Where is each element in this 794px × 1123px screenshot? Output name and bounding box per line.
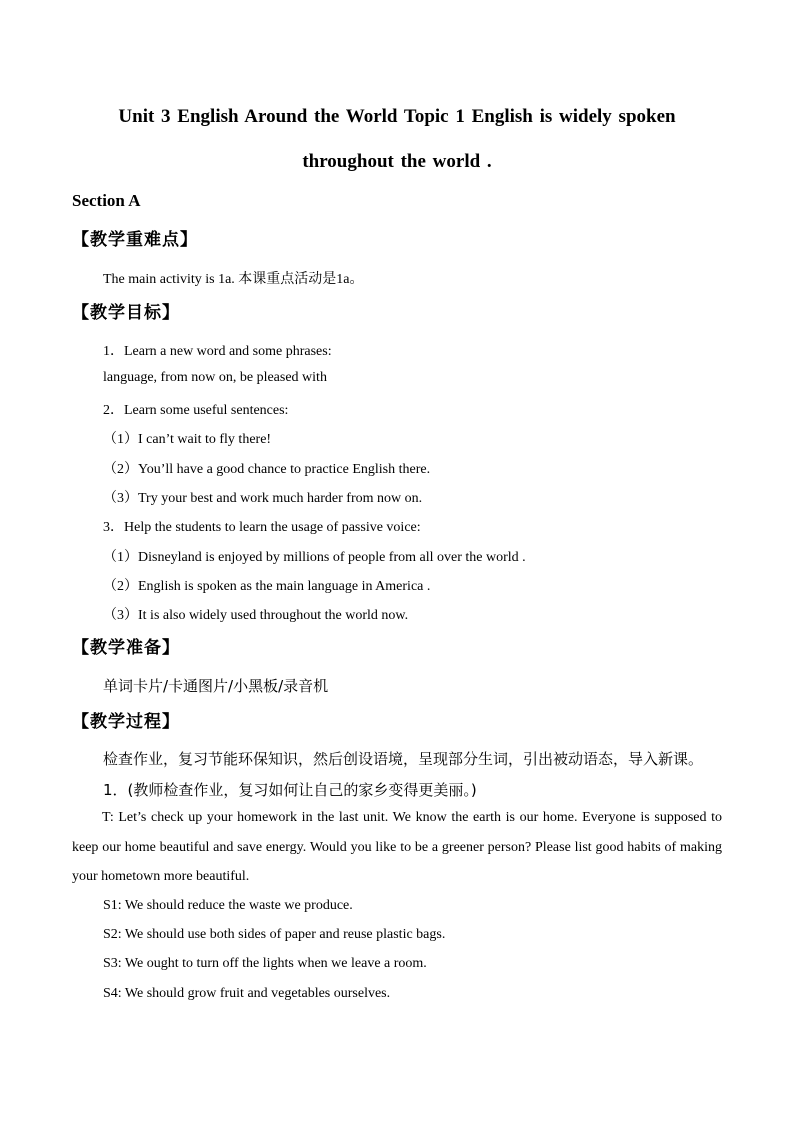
heading-teaching-focus: 【教学重难点】 bbox=[72, 230, 198, 250]
goal-line: 3．Help the students to learn the usage of passive voice: bbox=[103, 520, 421, 535]
process-step-1: 1．(教师检查作业，复习如何让自己的家乡变得更美丽。) bbox=[103, 781, 477, 799]
process-intro: 检查作业，复习节能环保知识，然后创设语境，呈现部分生词，引出被动语态，导入新课。 bbox=[103, 750, 704, 768]
student-line: S4: We should grow fruit and vegetables ourselves. bbox=[103, 986, 391, 1001]
title-line-1: Unit 3 English Around the World Topic 1 English is widely spoken bbox=[118, 106, 676, 127]
goal-line: （3）It is also widely used throughout the world now. bbox=[103, 608, 409, 623]
title-line-2: throughout the world . bbox=[302, 151, 492, 172]
heading-teaching-goals: 【教学目标】 bbox=[72, 303, 180, 323]
goal-line: （1）Disneyland is enjoyed by millions of people from all over the world . bbox=[103, 550, 526, 565]
prep-text: 单词卡片/卡通图片/小黑板/录音机 bbox=[103, 677, 329, 695]
goal-line: （2）You’ll have a good chance to practice English there. bbox=[103, 462, 431, 477]
teacher-paragraph: T: Let’s check up your homework in the last unit. We know the earth is our home. Everyone is supposed to keep our home beautiful and save energy. Would you like to be a greener person? Please list good habits of making your hometown more beautiful. bbox=[72, 810, 722, 884]
student-line: S2: We should use both sides of paper and reuse plastic bags. bbox=[103, 927, 446, 942]
focus-text: The main activity is 1a. 本课重点活动是1a。 bbox=[103, 272, 364, 287]
goal-line: 2．Learn some useful sentences: bbox=[103, 403, 289, 418]
goal-line: （1）I can’t wait to fly there! bbox=[103, 432, 272, 447]
student-line: S1: We should reduce the waste we produce. bbox=[103, 898, 353, 913]
goal-line: 1．Learn a new word and some phrases: bbox=[103, 344, 332, 359]
heading-teaching-preparation: 【教学准备】 bbox=[72, 638, 180, 658]
goal-line: （3）Try your best and work much harder from now on. bbox=[103, 491, 423, 506]
goal-line: （2）English is spoken as the main language in America . bbox=[103, 579, 431, 594]
goal-line: language, from now on, be pleased with bbox=[103, 370, 327, 385]
section-label: Section A bbox=[72, 191, 141, 210]
student-line: S3: We ought to turn off the lights when we leave a room. bbox=[103, 956, 427, 971]
heading-teaching-process: 【教学过程】 bbox=[72, 712, 180, 732]
